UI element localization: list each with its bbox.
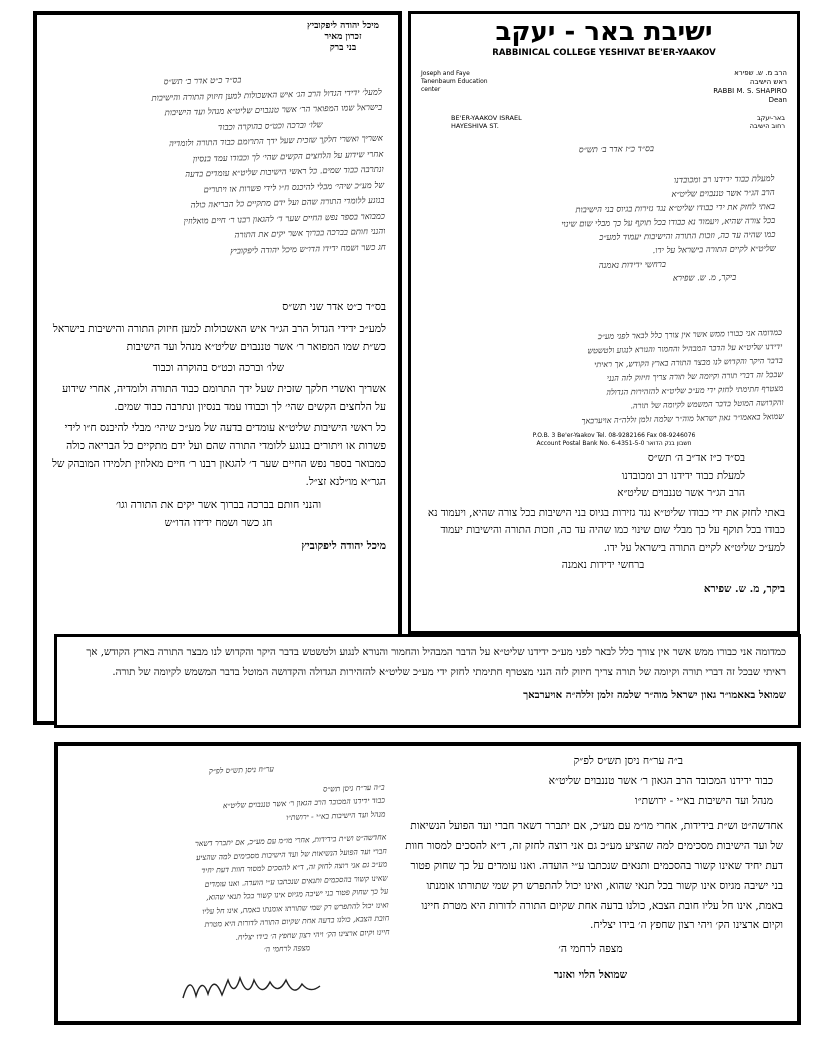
printed-closing: חג כשר ושמח ידידו הדו״ש <box>164 517 273 529</box>
handwritten-line: מנהל ועד הישיבות בא״י - ירושת״ו <box>285 808 386 822</box>
handwritten-line: כבוד ידידנו המכובד הרב הגאון ר׳ אשר טננבוים שליט״א <box>222 795 386 811</box>
handwritten-line: בדבר היקר והקדוש לנו מבצר התורה בארץ הקודש, אך ראיתי <box>594 355 783 370</box>
address-english-line: HAYESHIVA ST. <box>451 122 499 130</box>
handwritten-date: בס״ד כ״ז אדר ב׳ תש״ס <box>578 143 654 155</box>
letterhead <box>298 21 388 54</box>
handwritten-line: חג כשר ושמח ידידו הדו״ש מיכל יהודה ליפקוביץ <box>230 241 386 256</box>
handwritten-line: שאינו קשור בהסכמים ותנאים שנכתבו ע״י הועדה. ואנו עומדים <box>204 872 388 889</box>
handwritten-letter <box>424 139 776 289</box>
letter-auerbach <box>54 634 801 728</box>
handwritten-line: הרב הג״ר אשר טננבוים שליט״א <box>671 186 775 199</box>
printed-signature: שמואל הלוי ואזנר <box>553 968 628 981</box>
address-hebrew-line: רחוב הישיבה <box>749 122 785 130</box>
letterhead-city: בני ברק <box>329 43 357 53</box>
handwritten-line: שלו׳ וברכה וכט״ס בהוקרה וכבוד <box>217 118 323 132</box>
printed-closing: מצפה לרחמי ה׳ <box>558 943 623 956</box>
printed-signature: שמואל באאמו״ר גאון ישראל מוה״ר שלמה זלמן זללה״ה אויערבאך <box>523 689 786 701</box>
handwritten-line: ברחשי ידידות נאמנה <box>598 258 666 271</box>
handwritten-line: אחדשה״ט וש״ת בידידות, אחרי מו״מ עם מע״כ, אם יתברר דשאר <box>194 832 387 849</box>
letter-shapiro <box>408 11 800 634</box>
handwritten-date: ער״ח ניסן תש״ס לפ״ק <box>208 764 274 776</box>
handwritten-line: כמבואר בספר נפש החיים שער ד׳ להגאון רבנו ר׳ חיים מואלוזין <box>183 210 386 226</box>
handwritten-line: על כך שחוק פטור בני ישיבה מגיוס אינו קשור בכל תנאי שהוא, <box>205 886 389 902</box>
handwritten-line: למעל׳ ידידי הגדול הרב הג׳ איש האשכולות למען חיזוק התורה והישיבות <box>151 86 382 103</box>
handwritten-line: חברי ועד הפועל הנשיאות של ועד הישיבות מסכימים למה שהציע <box>195 845 387 862</box>
printed-paragraph: אשריך ואשרי חלקך שזכית שעל ידך התרומם כבוד התורה ולומדיה, אחרי שידוע על הלחצים הקשים שהי׳ לך וכבודו עמד בנסיון ונתרבה כבוד שמים. <box>62 383 386 413</box>
letterhead-name: מיכל יהודה ליפקוביץ <box>307 21 379 31</box>
handwritten-date: בס״ד כ״ט אדר ב׳ תש״ס <box>163 74 242 87</box>
handwritten-addendum <box>424 326 784 432</box>
printed-closing: והנני חותם בברכה בברוך אשר יקים את התורה וגו׳ <box>115 499 322 511</box>
rabbi-name-english: RABBI M. S. SHAPIRO <box>713 87 787 95</box>
rabbi-title-hebrew: ראש הישיבה <box>749 78 787 86</box>
printed-date: ב״ה ער״ח ניסן תש״ס לפ״ק <box>573 755 683 767</box>
letterhead-location: זכרון מאיר <box>324 32 362 42</box>
handwritten-line: כמדומה אני כבורו ממש אשר אין צורך כלל לבאר לפני מע״כ <box>597 327 783 342</box>
yeshiva-letterhead <box>411 14 797 132</box>
handwritten-line: כמו שהיה עד כה, וזכות התורה והישיבות יעמוד למע״כ <box>599 228 776 243</box>
letter-lefkowitz <box>33 11 402 725</box>
handwritten-line: שליט״א לקיים התורה בישראל על ידו. <box>652 242 776 256</box>
yeshiva-title: ישיבת באר - יעקב <box>495 17 713 47</box>
printed-transcription <box>69 643 786 705</box>
handwritten-line: חובת הצבא, כולנו בדעה אחת שקיום התורה לדורות היא מטרת <box>204 913 390 929</box>
address-hebrew-line: באר-יעקב <box>756 114 785 122</box>
handwritten-letter <box>48 69 387 298</box>
printed-greeting: שלו׳ וברכה וכט״ס בהוקרה וכבוד <box>152 362 285 374</box>
letter-wosner <box>54 742 801 1025</box>
yeshiva-title-english: RABBINICAL COLLEGE YESHIVAT BE'ER-YAAKOV <box>492 48 716 58</box>
letterhead-footer <box>471 432 757 448</box>
footer-account: Account Postal Bank No. 6-4351-5-0 חשבון בנק הדואר <box>536 440 692 447</box>
handwritten-line: של מע״כ שיהי׳ מבלי להיכנס ח״ו לידי פשרות או ויתורים <box>203 179 385 194</box>
printed-address: למעלת כבוד ידידנו רב ומכובדנו <box>621 469 745 482</box>
printed-address: למע״כ ידידי הגדול הרב הג״ר איש האשכולות למען חיזוק התורה והישיבות בישראל כש״ת שמו המפואר ר׳ אשר טננבוים שליט״א מנהל ועד הישיבות <box>52 323 386 353</box>
handwritten-line: באתי לחזק את ידי כבודו שליט״א נגד גזירות בגיוס בני הישיבות <box>575 200 775 215</box>
handwritten-line: למעלת כבוד ידידנו רב ומכובדנו <box>673 172 775 185</box>
address-hebrew <box>750 114 785 130</box>
handwritten-line: חיינו וקיום ארצינו הק׳ ויהי רצון שחפץ ה׳ בידו יצליח. <box>235 926 390 942</box>
handwritten-line: אחרי שידוע על הלחצים הקשים שהי׳ לך וכבודו עמד בנסיון <box>192 148 384 164</box>
handwritten-line: שמואל באאמו״ר גאון ישראל מוה״ר שלמה זלמן זללה״ה אויערבאך <box>581 411 784 426</box>
handwritten-line: ב״ה ער״ח ניסן תש״ס <box>322 782 385 794</box>
handwritten-line: בכל צורה שהיא, ויעמוד נא כבודו בכל תוקף על כך מבלי שום שינוי <box>561 214 776 229</box>
printed-closing: ברחשי ידידות נאמנה <box>561 559 645 571</box>
printed-transcription <box>421 450 785 598</box>
handwritten-line: מצטרף חתימתי לחזק ידי מע״כ שליט״א להזהירות הגדולה <box>606 383 784 397</box>
footer-contact: P.O.B. 3 Be'er-Yaakov Tel. 08-9282166 Fax 08-9246076 <box>532 432 696 439</box>
handwritten-line: ידידנו שליט״א על הדבר המבהיל והחמור והנורא לנגוע ולטשטש <box>587 341 783 356</box>
printed-transcription <box>398 752 783 986</box>
rabbi-name-hebrew: הרב מ. ש. שפירא <box>734 69 787 77</box>
handwritten-line: בנוגע ללומדי התורה שהם ועל ידם מתקיים כל הבריאה כולה <box>190 194 385 210</box>
printed-paragraph: כמדומה אני כבורו ממש אשר אין צורך כלל לבאר לפני מע״כ ידידנו שליט״א על הדבר המבהיל והחמור והנורא לנגוע ולטשטש בדבר היקר והקדוש לנו מבצר התורה בארץ הקודש, אך ראיתי שבכל זה דברי תורה וקיומה של תורה צריך חיזוק לזה הנני מצטרף חתימתי לחזק ידי מע״כ שליט״א להזהירות הגדולה והקדושה המוטל בדבר המשמש לקיומה של תורה. <box>86 647 786 678</box>
handwritten-line: ואינו יכול להתפרש רק שמי שתורתו אומנתו באמת, אינו חל עליו <box>202 899 389 916</box>
printed-paragraph: כל ראשי הישיבות שליט״א עומדים בדעה של מע״כ שיהי׳ מבלי להיכנס ח״ו לידי פשרות או ויתורים בנוגע ללומדי התורה שהם ועל ידם מתקיים כל הבריאה כולה כמבואר בספר נפש החיים שער ד׳ להגאון רבנו ר׳ חיים מאלוזין תלמידו המובהק של הגר״א מו״לנא זצ״ל. <box>51 422 386 488</box>
signature-scribble <box>178 968 328 1008</box>
rabbi-title-english: Dean <box>768 96 787 104</box>
handwritten-line: והנני חותם בברכה בברוך אשר יקים את התורה <box>234 225 386 240</box>
handwritten-line: בישראל שמו המפואר הר׳ אשר טננבוים שליט״א מנהל ועד הישיבות <box>164 101 383 118</box>
printed-signature: ביקר, מ. ש. שפירא <box>703 582 785 595</box>
handwritten-line: ביקר, מ. ש. שפירא <box>672 271 737 283</box>
rabbi-block <box>677 69 787 105</box>
printed-transcription <box>51 298 386 555</box>
printed-address: כבוד ידידנו המכובד הרב הגאון ר׳ אשר טננבוים שליט״א <box>548 774 773 787</box>
handwritten-line: מע״כ גם אני רוצה לחזק זה, ד״א להסכים למסור חוות דעת יחיד <box>201 859 388 875</box>
address-english-line: BE'ER-YAAKOV ISRAEL <box>451 114 522 122</box>
address-english <box>451 114 522 130</box>
signature-stroke <box>183 978 320 998</box>
printed-date: בס״ד כ״ט אדר שני תש״ס <box>282 301 386 313</box>
printed-date: בס״ד כ״ז אד״ב ה׳ תש״ס <box>647 452 745 464</box>
handwritten-line: והקדושה המוטל בדבר המשמש לקיומה של תורה. <box>630 397 784 411</box>
printed-paragraph: אחדשה״ט וש״ת בידידות, אחרי מו״מ עם מע״כ, אם יתברר דשאר חברי ועד הפועל הנשיאות של ועד הישיבות מסכימים למה שהציע מע״כ גם אני רוצה לחזק זה, ד״א להסכים למסור חוות דעת יחיד שאינו קשור בהסכמים ותנאים שנכתבו ע״י הועדה. ואנו עומדים על כך שחוק פטור בני ישיבה מגיוס אינו קשור בכל תנאי שהוא, ואינו יכול להתפרש רק שמי שתורתו אומנתו באמת, אינו חל עליו חובת הצבא, כולנו בדעה אחת שקיום התורה לדורות היא מטרת חיינו וקיום ארצינו הק׳ ויהי רצון שחפץ ה׳ בידו יצליח. <box>405 820 783 932</box>
printed-address: הרב הג״ר אשר טננבוים שליט״א <box>617 487 745 499</box>
printed-signature: מיכל יהודה ליפקוביץ <box>301 540 386 552</box>
handwritten-line: מצפה לרחמי ה׳ <box>263 943 311 954</box>
handwritten-line: אשריך ואשרי חלקך שזכית שעל ידך התרומם כבוד התורה ולומדיה <box>168 132 384 149</box>
printed-paragraph: באתי לחזק את ידי כבודו שליט״א נגד גזירות בגיוס בני הישיבות בכל צורה שהיא, ויעמוד נא כבודו בכל תוקף על כך מבלי שום שינוי כמו שהיה עד כה, וזכות התורה והישיבות יעמוד למע״כ שליט״א לקיים התורה בישראל על ידו. <box>427 506 785 554</box>
printed-address: מנהל ועד הישיבות בא״י - ירושת״ו <box>634 794 773 807</box>
handwritten-line: שבכל זה דברי תורה וקיומה של תורה צריך חיזוק לזה הנני <box>606 369 784 383</box>
handwritten-line: ונתרבה כבוד שמים. כל ראשי הישיבות שליט״א עומדים בדעה <box>185 163 384 179</box>
education-center: Joseph and Faye Tanenbaum Education center <box>421 70 488 93</box>
